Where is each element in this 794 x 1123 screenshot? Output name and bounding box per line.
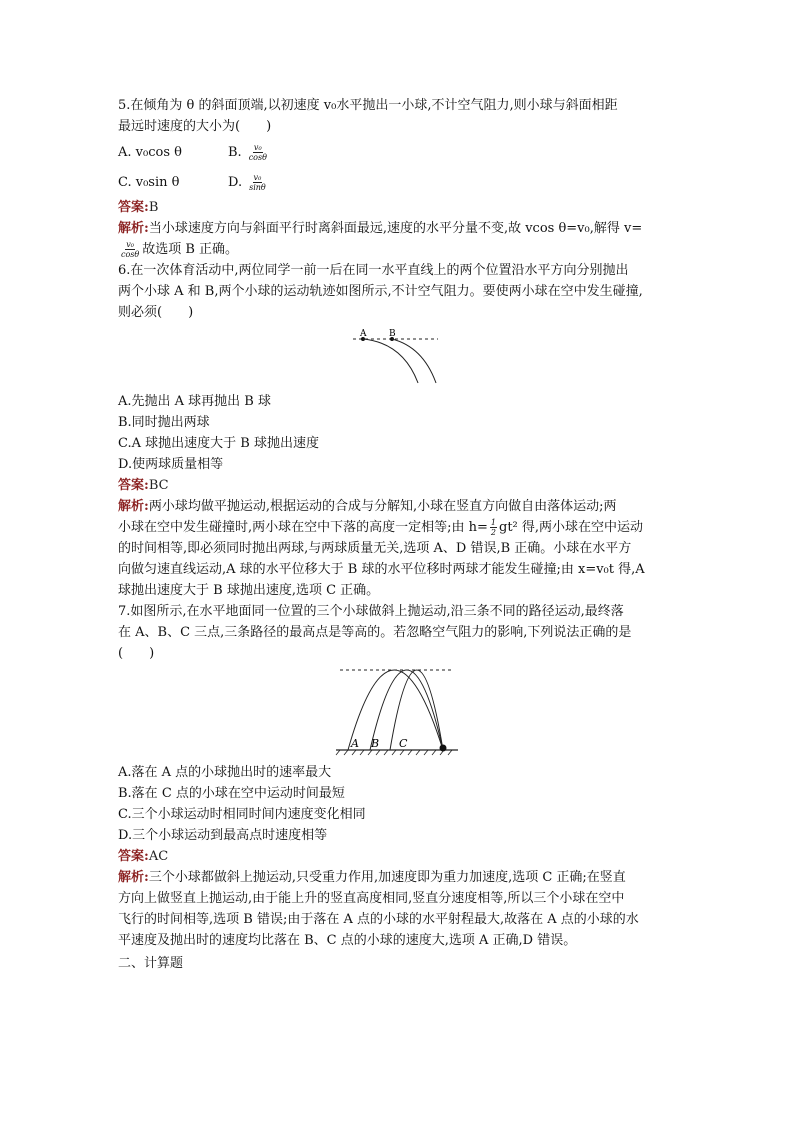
q5-options-row1: [118, 137, 678, 167]
q5-answer-label: 答案:: [118, 200, 149, 215]
question-7: [118, 601, 678, 951]
q6-analysis-text2-head: 小球在空中发生碰撞时,两小球在空中下落的高度一定相等;由 h=: [118, 520, 488, 535]
q6-answer: [118, 475, 678, 496]
q6-option-c: C.A 球抛出速度大于 B 球抛出速度: [118, 436, 319, 451]
q7-analysis-line1: [118, 867, 678, 888]
q6-analysis-line5: 球抛出速度大于 B 球抛出速度,选项 C 正确。: [118, 583, 380, 598]
q5-option-c-text: C. v₀sin θ: [118, 174, 180, 190]
q7-analysis-line2: 方向上做竖直上抛运动,由于能上升的竖直高度相同,竖直分速度相等,所以三个小球在空中: [118, 891, 625, 906]
q7-trajectory-figure: [118, 666, 678, 758]
q5-option-c: [118, 172, 228, 193]
q6-stem-line3: 则必须( ): [118, 305, 194, 320]
q5-stem-line2: 最远时速度的大小为( ): [118, 119, 272, 134]
q6-trajectory-figure: [118, 325, 678, 387]
q7-option-c: C.三个小球运动时相同时间内速度变化相同: [118, 807, 366, 822]
q6-trajectory-b: [392, 339, 436, 383]
q6-analysis-numerator: 1: [490, 518, 497, 527]
q7-analysis-line3: 飞行的时间相等,选项 B 错误;由于落在 A 点的小球的水平射程最大,故落在 A 点的小球的水: [118, 912, 639, 927]
q5-analysis-fraction: [120, 240, 140, 259]
q6-analysis-denominator: 2: [490, 528, 497, 537]
q5-analysis-line2: [118, 239, 678, 260]
q7-trajectory-c: [390, 670, 443, 750]
q7-analysis-text1: 三个小球都做斜上抛运动,只受重力作用,加速度即为重力加速度,选项 C 正确;在竖直: [148, 870, 626, 885]
q7-stem-line2: 在 A、B、C 三点,三条路径的最高点是等高的。若忽略空气阻力的影响,下列说法正确的是: [118, 625, 632, 640]
q5-option-a: [118, 142, 228, 163]
q6-trajectory-a: [363, 339, 418, 383]
q7-answer: [118, 846, 678, 867]
q7-launch-ball: [440, 745, 447, 752]
q6-analysis-text2-tail: gt² 得,两小球在空中运动: [499, 520, 644, 535]
q6-analysis-line2: [118, 517, 678, 538]
q5-option-d-label: D.: [228, 174, 243, 190]
q5-option-b-numerator: v₀: [253, 142, 262, 152]
q7-ground-hatching: [336, 750, 452, 755]
q5-option-b-denominator: cosθ: [248, 152, 267, 162]
q6-answer-value: BC: [148, 478, 169, 493]
q7-label-b: B: [371, 737, 380, 750]
q7-analysis-label: 解析:: [118, 870, 149, 885]
q6-stem-line1: 6.在一次体育活动中,两位同学一前一后在同一水平直线上的两个位置沿水平方向分别抛出: [118, 263, 629, 278]
q6-label-b: B: [389, 329, 396, 339]
q5-analysis-tail: 故选项 B 正确。: [142, 242, 239, 257]
question-5: [118, 95, 678, 260]
q6-analysis-line3: 的时间相等,即必须同时抛出两球,与两球质量无关,选项 A、D 错误,B 正确。小球在水平方: [118, 541, 632, 556]
q6-stem-line2: 两个小球 A 和 B,两个小球的运动轨迹如图所示,不计空气阻力。要使两小球在空中发生碰撞,: [118, 284, 643, 299]
worksheet-page: [118, 95, 678, 974]
q6-analysis-label: 解析:: [118, 499, 149, 514]
q5-option-d-fraction: [248, 173, 267, 192]
q7-option-a: A.落在 A 点的小球抛出时的速率最大: [118, 765, 332, 780]
q6-analysis-text1: 两小球均做平抛运动,根据运动的合成与分解知,小球在竖直方向做自由落体运动;两: [148, 499, 617, 514]
q5-analysis-line1: [118, 218, 678, 239]
q5-option-d: [228, 172, 338, 193]
q5-option-b-label: B.: [228, 144, 242, 160]
q5-option-b: [228, 142, 338, 163]
q7-stem-line3: ( ): [118, 646, 155, 661]
question-6: [118, 260, 678, 601]
q6-option-b: B.同时抛出两球: [118, 415, 210, 430]
q7-stem-line1: 7.如图所示,在水平地面同一位置的三个小球做斜上抛运动,沿三条不同的路径运动,最终落: [118, 604, 624, 619]
q6-option-d: D.使两球质量相等: [118, 457, 224, 472]
q6-answer-label: 答案:: [118, 478, 149, 493]
q7-answer-label: 答案:: [118, 849, 149, 864]
q7-option-b: B.落在 C 点的小球在空中运动时间最短: [118, 786, 345, 801]
q5-analysis-text1: 当小球速度方向与斜面平行时离斜面最远,速度的水平分量不变,故 vcos θ=v₀,解得 v=: [148, 221, 643, 236]
q6-analysis-line1: [118, 496, 678, 517]
q5-option-d-numerator: v₀: [253, 172, 262, 182]
q7-label-a: A: [351, 737, 359, 750]
q6-analysis-line4: 向做匀速直线运动,A 球的水平位移大于 B 球的水平位移时两球才能发生碰撞;由 x=v₀t 得,A: [118, 562, 645, 577]
q5-answer-value: B: [148, 200, 159, 215]
q6-label-a: A: [360, 329, 367, 339]
q7-analysis-line4: 平速度及抛出时的速度均比落在 B、C 点的小球的速度大,选项 A 正确,D 错误。: [118, 933, 577, 948]
q5-option-b-fraction: [248, 143, 268, 162]
q5-answer: [118, 197, 678, 218]
q7-option-d: D.三个小球运动到最高点时速度相等: [118, 828, 328, 843]
q7-label-c: C: [399, 737, 408, 750]
q5-analysis-denominator: cosθ: [121, 250, 140, 259]
q5-option-d-denominator: sinθ: [249, 182, 266, 192]
q7-answer-value: AC: [148, 849, 169, 864]
q7-trajectory-a: [348, 670, 443, 750]
q5-analysis-numerator: v₀: [126, 240, 134, 249]
q5-analysis-label: 解析:: [118, 221, 149, 236]
section-2-title: 二、计算题: [118, 956, 184, 971]
q5-options-row2: [118, 167, 678, 197]
q5-option-a-text: A. v₀cos θ: [118, 144, 182, 160]
q5-stem-line1: 5.在倾角为 θ 的斜面顶端,以初速度 v₀水平抛出一小球,不计空气阻力,则小球与斜面相距: [118, 98, 618, 113]
q6-option-a: A.先抛出 A 球再抛出 B 球: [118, 394, 271, 409]
q6-analysis-fraction: [490, 518, 497, 537]
